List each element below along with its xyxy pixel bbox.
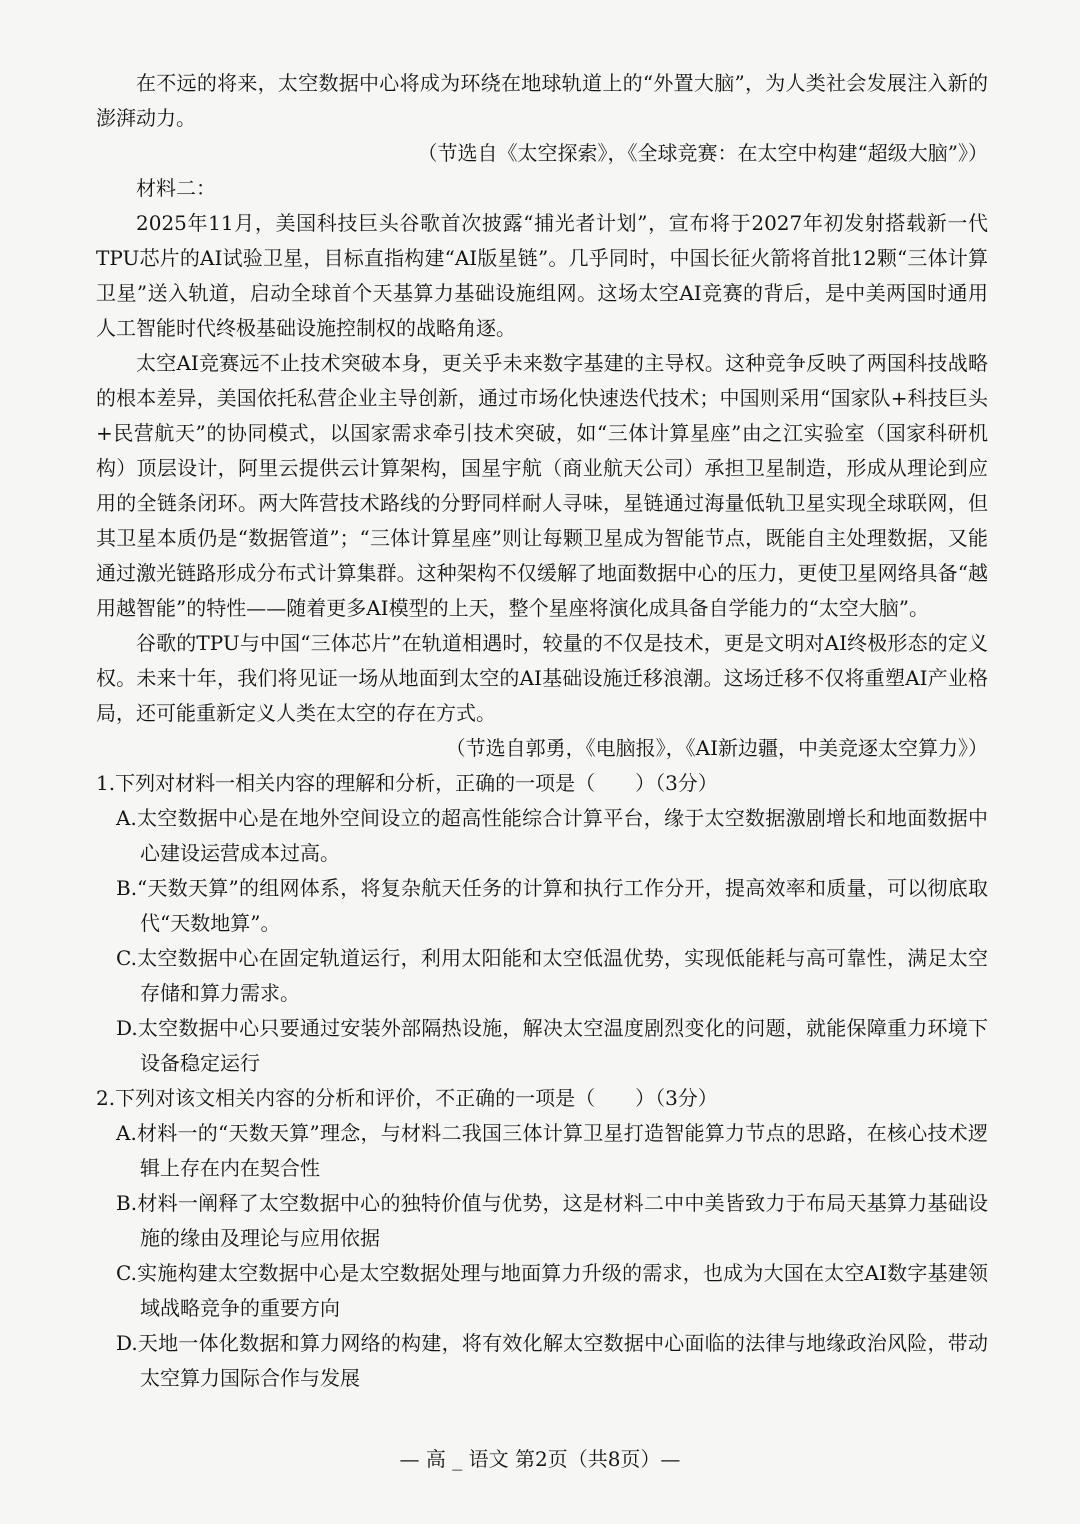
answer-option-c: C.太空数据中心在固定轨道运行，利用太阳能和太空低温优势，实现低能耗与高可靠性，满足太空存储和算力需求。 [116, 946, 988, 1005]
answer-option-a: A.太空数据中心是在地外空间设立的超高性能综合计算平台，缘于太空数据激剧增长和地面数据中心建设运营成本过高。 [116, 806, 988, 865]
answer-option-d: D.太空数据中心只要通过安装外部隔热设施，解决太空温度剧烈变化的问题，就能保障重力环境下设备稳定运行 [116, 1016, 988, 1075]
material-two-paragraph: 2025年11月，美国科技巨头谷歌首次披露“捕光者计划”，宣布将于2027年初发射搭载新一代TPU芯片的AI试验卫星，目标直指构建“AI版星链”。几乎同时，中国长征火箭将首批12颗“三体计算卫星”送入轨道，启动全球首个天基算力基础设施组网。这场太空AI竞赛的背后，是中美两国时通用人工智能时代终极基础设施控制权的战略角逐。 [96, 211, 988, 340]
answer-option-b: B.材料一阐释了太空数据中心的独特价值与优势，这是材料二中中美皆致力于布局天基算力基础设施的缘由及理论与应用依据 [116, 1191, 988, 1250]
page-footer: — 高 _ 语文 第2页（共8页）— [399, 1447, 681, 1471]
question-stem: 1.下列对材料一相关内容的理解和分析，正确的一项是（ ）（3分） [96, 771, 718, 795]
answer-option-c: C.实施构建太空数据中心是太空数据处理与地面算力升级的需求，也成为大国在太空AI数字基建领域战略竞争的重要方向 [116, 1261, 988, 1320]
question-stem: 2.下列对该文相关内容的分析和评价，不正确的一项是（ ）（3分） [96, 1086, 718, 1110]
answer-option-a: A.材料一的“天数天算”理念，与材料二我国三体计算卫星打造智能算力节点的思路，在核心技术逻辑上存在内在契合性 [116, 1121, 988, 1180]
answer-option-d: D.天地一体化数据和算力网络的构建，将有效化解太空数据中心面临的法律与地缘政治风险，带动太空算力国际合作与发展 [116, 1331, 988, 1390]
material-two-paragraph: 太空AI竞赛远不止技术突破本身，更关乎未来数字基建的主导权。这种竞争反映了两国科技战略的根本差异，美国依托私营企业主导创新，通过市场化快速迭代技术；中国则采用“国家队+科技巨头+民营航天”的协同模式，以国家需求牵引技术突破，如“三体计算星座”由之江实验室（国家科研机构）顶层设计，阿里云提供云计算架构，国星宇航（商业航天公司）承担卫星制造，形成从理论到应用的全链条闭环。两大阵营技术路线的分野同样耐人寻味，星链通过海量低轨卫星实现全球联网，但其卫星本质仍是“数据管道”；“三体计算星座”则让每颗卫星成为智能节点，既能自主处理数据，又能通过激光链路形成分布式计算集群。这种架构不仅缓解了地面数据中心的压力，更使卫星网络具备“越用越智能”的特性——随着更多AI模型的上天，整个星座将演化成具备自学能力的“太空大脑”。 [96, 351, 988, 620]
answer-option-b: B.“天数天算”的组网体系，将复杂航天任务的计算和执行工作分开，提高效率和质量，可以彻底取代“天数地算”。 [116, 876, 988, 935]
material-two-heading: 材料二： [136, 176, 216, 200]
material-one-source: （节选自《太空探索》，《全球竞赛：在太空中构建“超级大脑”》） [417, 141, 988, 165]
question-1 [96, 766, 988, 1081]
material-two-paragraph: 谷歌的TPU与中国“三体芯片”在轨道相遇时，较量的不仅是技术，更是文明对AI终极形态的定义权。未来十年，我们将见证一场从地面到太空的AI基础设施迁移浪潮。这场迁移不仅将重塑AI产业格局，还可能重新定义人类在太空的存在方式。 [96, 631, 988, 725]
material-one-closing-paragraph: 在不远的将来，太空数据中心将成为环绕在地球轨道上的“外置大脑”，为人类社会发展注入新的澎湃动力。 [96, 71, 988, 130]
material-two-source: （节选自郭勇，《电脑报》，《AI新边疆，中美竞逐太空算力》） [445, 736, 988, 760]
question-2 [96, 1081, 988, 1396]
